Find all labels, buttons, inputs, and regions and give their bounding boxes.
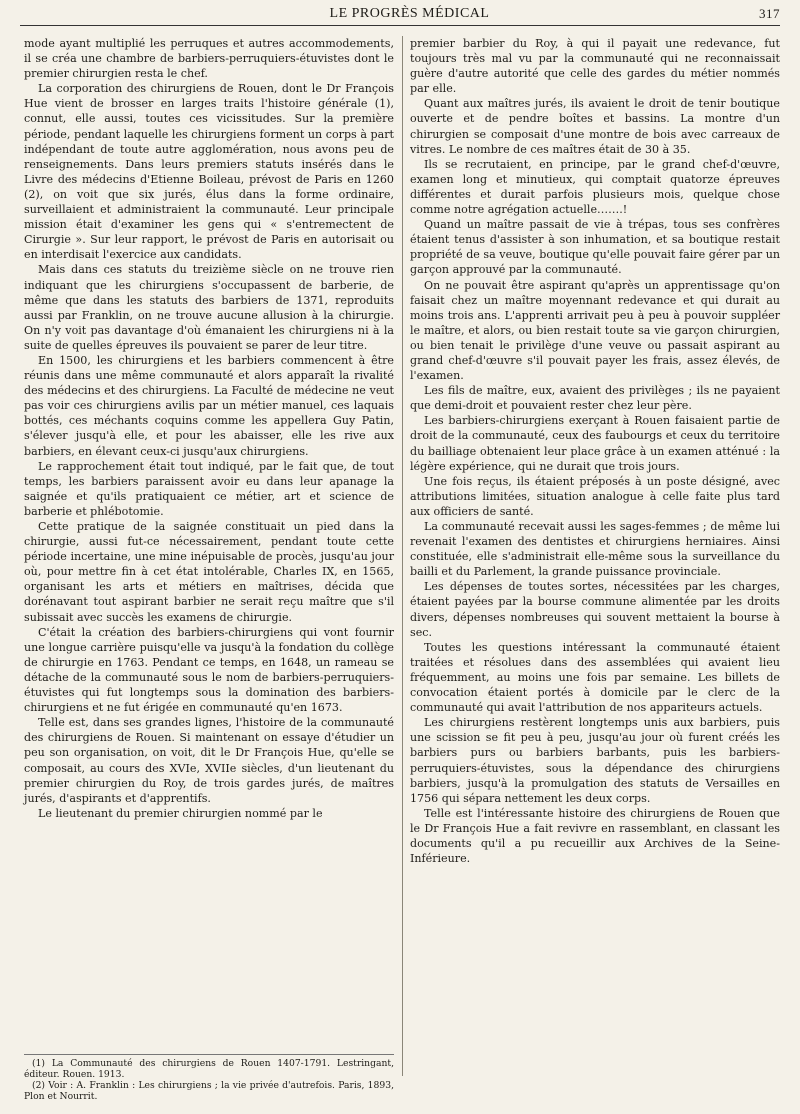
footnote: (2) Voir : A. Franklin : Les chirurgiens ; la vie privée d'autrefois. Paris, 1893, Plon et Nourrit. xyxy=(24,1080,394,1102)
page-header xyxy=(20,4,780,24)
column-divider xyxy=(402,36,403,1076)
paragraph: premier barbier du Roy, à qui il payait une redevance, fut toujours très mal vu par la communauté qui ne reconnaissait guère d'autre autorité que celle des gardes du métier nommés par elle. xyxy=(410,37,780,96)
paragraph: C'était la création des barbiers-chirurgiens qui vont fournir une longue carrière puisqu'elle va jusqu'à la fondation du collège de chirurgie en 1763. Pendant ce temps, en 1648, un rameau se détache de la communauté sous le nom de barbiers-perruquiers-étuvistes qui fut longtemps sous la domination des barbiers-chirurgiens et ne fut érigée en communauté qu'en 1673. xyxy=(24,625,394,715)
paragraph: Les barbiers-chirurgiens exerçant à Rouen faisaient partie de droit de la communauté, ceux des faubourgs et ceux du territoire du bailliage obtenaient leur place grâce à un examen atténué : la légère expérience, qui ne durait que trois jours. xyxy=(410,414,780,473)
paragraph: La communauté recevait aussi les sages-femmes ; de même lui revenait l'examen des dentistes et chirurgiens herniaires. Ainsi constituée, elle s'administrait elle-même sous la surveillance du bailli et du Parlement, la grande puissance provinciale. xyxy=(410,520,780,579)
paragraph: En 1500, les chirurgiens et les barbiers commencent à être réunis dans une même communauté et alors apparaît la rivalité des médecins et des chirurgiens. La Faculté de médecine ne veut pas voir ces chirurgiens avilis par un métier manuel, ces laquais bottés, ces méchants coquins comme les appellera Guy Patin, s'élever jusqu'à elle, et pour les abaisser, elle les rive aux barbiers, en élevant ceux-ci jusqu'aux chirurgiens. xyxy=(24,353,394,458)
paragraph: Telle est l'intéressante histoire des chirurgiens de Rouen que le Dr François Hue a fait revivre en rassemblant, en classant les documents qu'il a pu recueillir aux Archives de la Seine-Inférieure. xyxy=(410,806,780,866)
paragraph: Les fils de maître, eux, avaient des privilèges ; ils ne payaient que demi-droit et pouvaient rester chez leur père. xyxy=(410,384,780,413)
paragraph: Telle est, dans ses grandes lignes, l'histoire de la communauté des chirurgiens de Rouen. Si maintenant on essaye d'étudier un peu son organisation, on voit, dit le Dr François Hue, qu'elle se composait, au cours des XVIe, XVIIe siècles, d'un lieutenant du premier chirurgien du Roy, de trois gardes jurés, de maîtres jurés, d'aspirants et d'apprentifs. xyxy=(24,716,394,805)
journal-title: LE PROGRÈS MÉDICAL xyxy=(329,6,490,21)
page-number: 317 xyxy=(759,6,780,21)
paragraph: Toutes les questions intéressant la communauté étaient traitées et résolues dans des assemblées qui avaient lieu fréquemment, au moins une fois par semaine. Les billets de convocation étaient portés à domicile par le clerc de la communauté qui avait l'attribution de nos appariteurs actuels. xyxy=(410,640,780,715)
paragraph: Le rapprochement était tout indiqué, par le fait que, de tout temps, les barbiers paraissent avoir eu dans leur apanage la saignée et qu'ils pratiquaient ce métier, art et science de barberie et phlébotomie. xyxy=(24,459,394,518)
right-column xyxy=(410,36,780,866)
paragraph: Ils se recrutaient, en principe, par le grand chef-d'œuvre, examen long et minutieux, qui comptait quatorze épreuves différentes et durait parfois plusieurs mois, quelque chose comme notre agrégation actuelle…….! xyxy=(410,157,780,217)
footnote: (1) La Communauté des chirurgiens de Rouen 1407-1791. Lestringant, éditeur. Rouen. 1913. xyxy=(24,1058,394,1080)
paragraph: Cette pratique de la saignée constituait un pied dans la chirurgie, aussi fut-ce nécessairement, pendant toute cette période incertaine, une mine inépuisable de procès, jusqu'au jour où, pour mettre fin à cet état intolérable, Charles IX, en 1565, organisant les arts et métiers en maîtrises, décida que dorénavant tout aspirant barbier ne serait reçu maître que s'il subissait avec succès les examens de chirurgie. xyxy=(24,520,394,624)
paragraph: Mais dans ces statuts du treizième siècle on ne trouve rien indiquant que les chirurgiens s'occupassent de barberie, de même que dans les statuts des barbiers de 1371, reproduits aussi par Franklin, on ne trouve aucune allusion à la chirurgie. On n'y voit pas davantage d'où émanaient les chirurgiens ni à la suite de quelles épreuves ils pouvaient se parer de leur titre. xyxy=(24,263,394,352)
footnotes xyxy=(24,1054,394,1102)
paragraph: On ne pouvait être aspirant qu'après un apprentissage qu'on faisait chez un maître moyennant redevance et qui durait au moins trois ans. L'apprenti arrivait peu à peu à pouvoir suppléer le maître, et alors, ou bien restait toute sa vie garçon chirurgien, ou bien tenait le privilège d'une veuve ou passait aspirant au grand chef-d'œuvre s'il pouvait payer les frais, assez élevés, de l'examen. xyxy=(410,278,780,383)
paragraph: Quand un maître passait de vie à trépas, tous ses confrères étaient tenus d'assister à son inhumation, et sa boutique restait propriété de sa veuve, boutique qu'elle pouvait faire gérer par un garçon approuvé par la communauté. xyxy=(410,218,780,277)
paragraph: Les dépenses de toutes sortes, nécessitées par les charges, étaient payées par la bourse commune alimentée par les droits divers, dépenses nombreuses qui souvent mettaient la bourse à sec. xyxy=(410,580,780,639)
paragraph: Le lieutenant du premier chirurgien nommé par le xyxy=(38,806,323,820)
paragraph: Quant aux maîtres jurés, ils avaient le droit de tenir boutique ouverte et de pendre boîtes et bassins. La montre d'un chirurgien se composait d'une montre de bois avec carreaux de vitres. Le nombre de ces maîtres était de 30 à 35. xyxy=(410,97,780,156)
paragraph: La corporation des chirurgiens de Rouen, dont le Dr François Hue vient de brosser en larges traits l'histoire générale (1), connut, elle aussi, toutes ces vicissitudes. Sur la première période, pendant laquelle les chirurgiens forment un corps à part indépendant de toute autre agglomération, nous avons peu de renseignements. Dans leurs premiers statuts insérés dans le Livre des médecins d'Etienne Boileau, prévost de Paris en 1260 (2), on voit que six jurés, élus dans la forme ordinaire, surveillaient et administraient la communauté. Leur principale mission était d'examiner les gens qui « s'entremectent de Cirurgie ». Sur leur rapport, le prévost de Paris en autorisait ou en interdisait l'exercice aux candidats. xyxy=(24,82,394,262)
header-rule xyxy=(20,25,780,26)
paragraph: mode ayant multiplié les perruques et autres accommodements, il se créa une chambre de barbiers-perruquiers-étuvistes dont le premier chirurgien resta le chef. xyxy=(24,37,394,81)
left-column xyxy=(24,36,394,821)
paragraph: Les chirurgiens restèrent longtemps unis aux barbiers, puis une scission se fit peu à peu, jusqu'au jour où furent créés les barbiers purs ou barbiers barbants, puis les barbiers-perruquiers-étuvistes, sous la dépendance des chirurgiens barbiers, jusqu'à la promulgation des statuts de Versailles en 1756 qui sépara nettement les deux corps. xyxy=(410,716,780,805)
paragraph: Une fois reçus, ils étaient préposés à un poste désigné, avec attributions limitées, situation analogue à celle faite plus tard aux officiers de santé. xyxy=(410,474,780,518)
